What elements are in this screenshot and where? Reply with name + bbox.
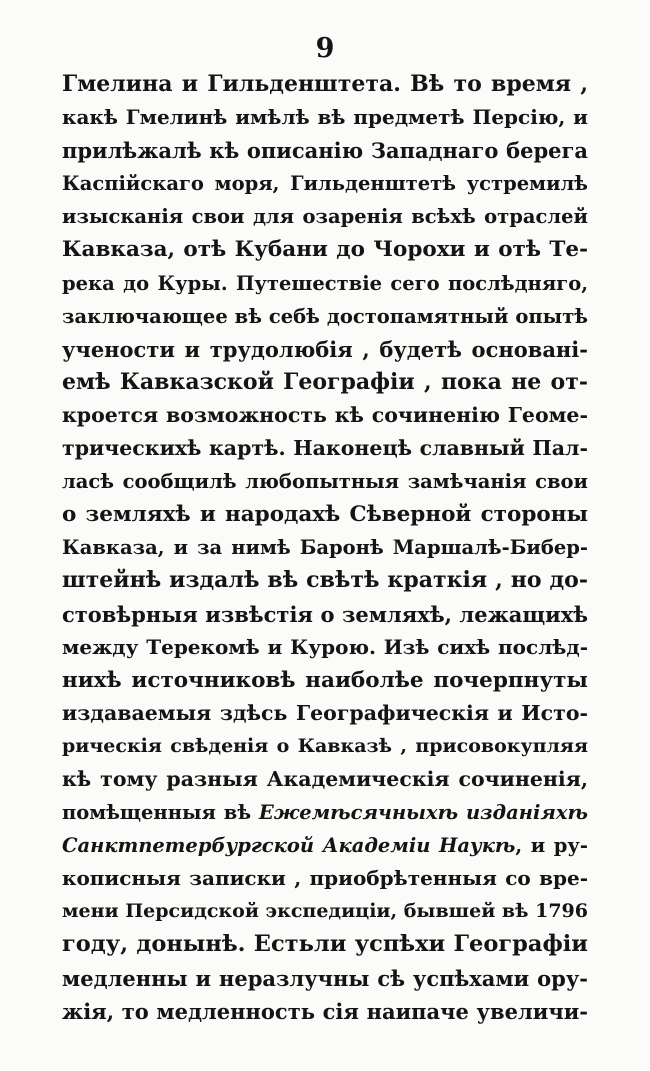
text-segment: стовѣрныя извѣстія о земляхѣ, лежащихѣ <box>62 601 588 627</box>
text-line <box>62 366 588 399</box>
text-line <box>62 167 588 200</box>
text-segment: мени Персидской экспедиціи, бывшей вѣ 1796 <box>62 900 588 923</box>
text-segment: , и ру- <box>515 834 588 858</box>
text-line <box>62 664 588 697</box>
text-line <box>62 300 588 333</box>
text-segment: Кавказа, и за нимѣ Баронѣ Маршалѣ-Бибер- <box>62 536 588 560</box>
text-line <box>62 829 588 862</box>
text-line <box>62 531 588 564</box>
text-line <box>62 895 588 928</box>
text-line <box>62 233 588 266</box>
text-line <box>62 598 588 631</box>
text-segment: трическихѣ картѣ. Наконецѣ славный Пал- <box>62 436 588 461</box>
italic-title-segment: Санктпетербургской Академіи Наукѣ <box>62 834 516 858</box>
text-segment: нихѣ источниковѣ наиболѣе почерпнуты <box>62 667 588 693</box>
text-segment: заключающее вѣ себѣ достопамятный опытѣ <box>62 304 588 328</box>
body-text <box>62 68 588 1028</box>
text-segment: рическія свѣденія о Кавказѣ , присовокупляя <box>62 734 588 757</box>
text-line <box>62 862 588 895</box>
page-number: 9 <box>315 33 335 64</box>
text-segment: кѣ тому разныя Академическія сочиненія, <box>62 766 588 791</box>
italic-title-segment: Ежемѣсячныхѣ изданіяхѣ <box>258 801 588 825</box>
text-segment: Каспійскаго моря, Гильденштетѣ устремилѣ <box>62 172 588 196</box>
text-segment: штейнѣ издалѣ вѣ свѣтѣ краткія , но до- <box>62 567 588 594</box>
text-line <box>62 928 588 961</box>
text-line <box>62 697 588 730</box>
text-line <box>62 399 588 432</box>
text-segment: прилѣжалѣ кѣ описанію Западнаго берега <box>62 138 588 164</box>
text-line <box>62 763 588 796</box>
text-line <box>62 134 588 167</box>
text-line <box>62 796 588 829</box>
text-segment: между Терекомѣ и Курою. Изѣ сихѣ послѣд- <box>62 634 588 659</box>
text-segment: кописныя записки , приобрѣтенныя со вре- <box>62 866 588 891</box>
text-segment: кроется возможность кѣ сочиненію Геоме- <box>62 402 588 427</box>
text-line <box>62 200 588 233</box>
text-segment: помѣщенныя вѣ <box>62 801 259 825</box>
text-segment: учености и трудолюбія , будетѣ основані- <box>62 336 588 362</box>
text-segment: издаваемыя здѣсь Географическія и Исто- <box>62 700 588 725</box>
text-line <box>62 730 588 763</box>
text-segment: ласѣ сообщилѣ любопытныя замѣчанія свои <box>62 470 588 494</box>
text-line <box>62 564 588 597</box>
text-line <box>62 432 588 465</box>
text-line <box>62 631 588 664</box>
text-segment: какѣ Гмелинѣ имѣлѣ вѣ предметѣ Персію, и <box>62 105 588 130</box>
text-segment: изысканія свои для озаренія всѣхѣ отраслей <box>62 205 588 229</box>
text-segment: о земляхѣ и народахѣ Сѣверной стороны <box>62 502 588 528</box>
text-segment: медленны и неразлучны сѣ успѣхами ору- <box>62 965 588 991</box>
text-line <box>62 498 588 531</box>
text-segment: году, донынѣ. Естьли успѣхи Географіи <box>62 931 588 958</box>
text-line <box>62 995 588 1028</box>
text-segment: река до Куры. Путешествіе сего послѣдняго, <box>62 271 588 295</box>
text-line <box>62 101 588 134</box>
text-line <box>62 333 588 366</box>
text-line <box>62 465 588 498</box>
text-segment: Кавказа, отѣ Кубани до Чорохи и отѣ Те- <box>62 237 588 263</box>
text-line <box>62 68 588 101</box>
text-segment: жія, то медленность сія наипаче увеличи- <box>62 998 588 1024</box>
text-segment: Гмелина и Гильденштета. Вѣ то время , <box>62 71 588 97</box>
text-line <box>62 267 588 300</box>
text-segment: емѣ Кавказской Географіи , пока не от- <box>62 368 588 395</box>
text-line <box>62 962 588 995</box>
